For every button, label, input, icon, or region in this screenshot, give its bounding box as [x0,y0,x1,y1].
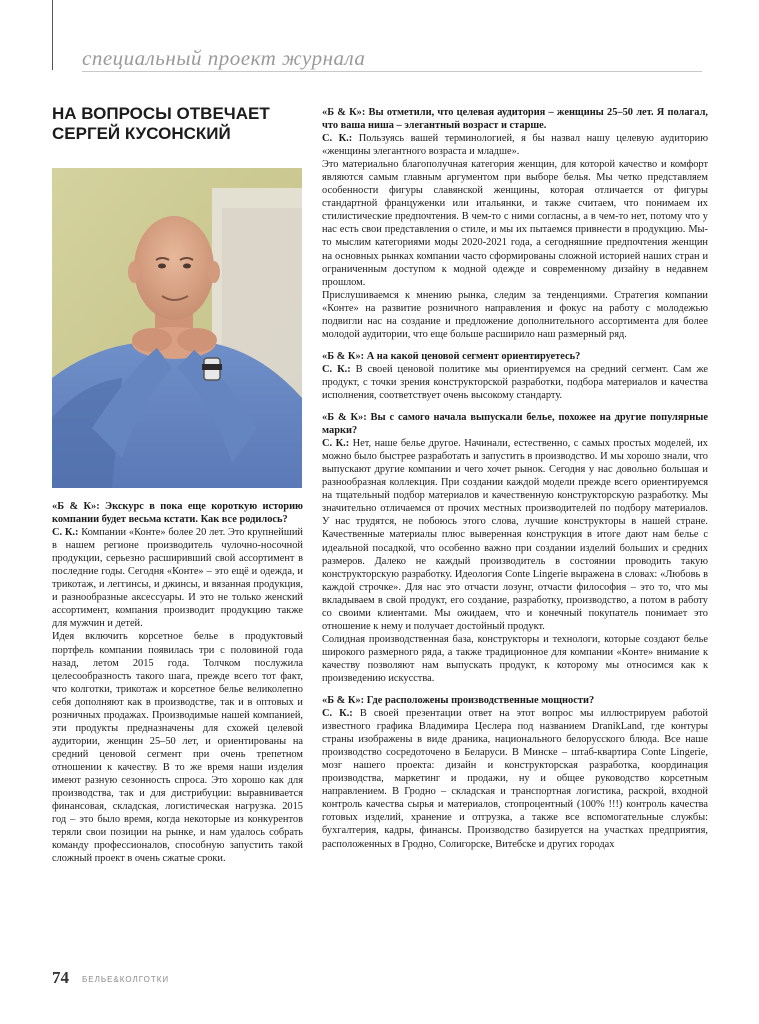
paragraph-brands-2: Солидная производственная база, конструкторы и технологи, которые создают белье широкого размерного ряда, а также традиционное для компании «Конте» внимание к качеству позволяют нам выпускать продукт, к которому мы относимся как к произведению искусства. [322,633,708,684]
header-rule [52,0,53,70]
section-title: специальный проект журнала [82,46,366,70]
left-column [52,500,303,865]
question-audience: «Б & К»: Вы отметили, что целевая аудитория – женщины 25–50 лет. Я полагал, что ваша ниша – элегантный возраст и старше. [322,107,708,132]
header-underline [82,71,702,72]
answer-production [322,707,708,851]
answer-speaker: С. К.: [322,708,353,720]
answer-speaker: С. К.: [52,527,79,539]
answer-speaker: С. К.: [322,133,353,145]
page-number: 74 [52,968,69,987]
question-production: «Б & К»: Где расположены производственные мощности? [322,695,595,707]
answer-audience [322,132,708,158]
right-column [322,106,708,851]
answer-text: Компании «Конте» более 20 лет. Это крупнейший в нашем регионе производитель чулочно-носочной продукции, серьезно расширивший свой ассортимент в последние годы. Сегодня «Конте» – это ещё и одежда, и трикотаж, и леггинсы, и джинсы, и вязанная продукция, и разнообразные аксессуары. И это не только женский ассортимент, компания производит продукцию также для мужчин и детей. [52,527,303,630]
paragraph-idea: Идея включить корсетное белье в продуктовый портфель компании появилась три с половиной года назад, летом 2015 года. Толчком послужила целесообразность такого шага, прежде всего тот факт, что колготки, трикотаж и корсетное белье великолепно себя дополняют как в производстве, так и в оптовых и розничных продажах. Производимые нашей компанией, эти продукты предназначены для схожей целевой аудитории, женщин 25–50 лет, и ориентированы на средний ценовой сегмент при очень трепетном отношении к качеству. В то же время наши изделия имеют разную сезонность спроса. Это хорошо как для производства, так и для дистрибуции: выравнивается финансовая, складская, логистическая нагрузка. 2015 год – это было время, когда некоторые из конкурентов теряли свои позиции на рынке, и нам удалось собрать команду профессионалов, способную запустить такой сложный проект в очень сжатые сроки. [52,631,303,865]
magazine-brand: БЕЛЬЕ&КОЛГОТКИ [82,975,170,984]
answer-text: Нет, наше белье другое. Начинали, естественно, с самых простых моделей, их можно было быстрее разработать и запустить в производство. И мы хорошо знали, что выпускают другие компании и чего хочет рынок. Сегодня у нас довольно большая и разнообразная коллекция. При создании каждой модели прежде всего ориентируемся на тщательный подбор материалов и качественную конструкторскую разработку. Мы значительно отличаемся от прочих местных производителей по подбору материалов. У нас трудятся, не побоюсь этого слова, лучшие конструкторы в нашей стране. Качественные материалы плюс выверенная конструкция в итоге дают нам белье с идеальной посадкой, что особенно важно при создании изделий больших и средних размеров. Далеко не каждый производитель в состоянии проводить такую конструкторскую разработку. Идеология Conte Lingerie выражена в словах: «Любовь в каждой строчке». Для нас это отчасти лозунг, отчасти философия – это то, что мы вкладываем в свой продукт, его создание, разработку, производство, а потом в работу со своими клиентами. Мы ожидаем, что и конечный покупатель понимает это отношение к нему и получает достойный продукт. [322,438,708,632]
article-heading [52,104,302,144]
answer-speaker: С. К.: [322,438,350,450]
heading-line-2: СЕРГЕЙ КУСОНСКИЙ [52,124,231,143]
paragraph-audience-3: Прислушиваемся к мнению рынка, следим за тенденциями. Стратегия компании «Конте» на развитие розничного направления и фокус на работу с молодежью подвигли нас на создание и предложение дополнительного ассортимента для более молодой аудитории, что еще больше расширило наш размерный ряд. [322,289,708,340]
heading-line-1: НА ВОПРОСЫ ОТВЕЧАЕТ [52,104,270,123]
answer-price [322,363,708,402]
answer-history [52,526,303,630]
answer-text: В своей презентации ответ на этот вопрос мы иллюстрируем работой известного графика Владимира Цеслера под названием DranikLand, где контуры страны изображены в виде драника, национального белорусского блюда. Все наше производство сосредоточено в Беларуси. В Минске – штаб-квартира Conte Lingerie, мозг нашего проекта: дизайн и конструкторская разработка, координация производства, маркетинг и продажи, ну и общее руководство корсетным направлением. В Гродно – складская и транспортная логистика, раскрой, входной контроль качества сырья и материалов, стопроцентный (100% !!!) контроль качества готовых изделий, хранение и отгрузка, а также все вспомогательные службы: бухгалтерия, кадры, финансы. Производство базируется на участках предприятия, расположенных в Гродно, Солигорске, Витебске и других городах [322,708,708,850]
answer-text: В своей ценовой политике мы ориентируемся на средний сегмент. Сам же продукт, с точки зрения конструкторской разработки, подбора материалов и качества исполнения, соответствует очень высокому стандарту. [322,363,708,401]
question-history: «Б & К»: Экскурс в пока еще короткую историю компании будет весьма кстати. Как все родилось? [52,501,303,526]
question-price: «Б & К»: А на какой ценовой сегмент ориентируетесь? [322,350,581,362]
portrait-photo [52,168,302,488]
answer-speaker: С. К.: [322,363,351,375]
paragraph-audience-2: Это материально благополучная категория женщин, для которой качество и комфорт являются самым главным аргументом при выборе белья. Мы четко представляем особенности фигуры славянской женщины, которая отличается от фигуры стандартной француженки или итальянки, и также считаем, что понимаем их стилистические предпочтения. В чем-то с ними согласны, а в чем-то нет, потому что у нас есть свои представления о стиле, и мы их пытаемся привнести в продукцию. Мы-то мыслим категориями моды 2020-2021 года, а сегодняшние предпочтения женщин на основных рынках компании часто сформированы сложной историей наших стран и ограниченным доступом к модной одежде и современному дизайну в недавнем прошлом. [322,159,708,288]
answer-text: Пользуясь вашей терминологией, я бы назвал нашу целевую аудиторию «женщины элегантного возраста и младше». [322,133,708,158]
answer-brands [322,437,708,633]
question-brands: «Б & К»: Вы с самого начала выпускали белье, похожее на другие популярные марки? [322,412,708,437]
